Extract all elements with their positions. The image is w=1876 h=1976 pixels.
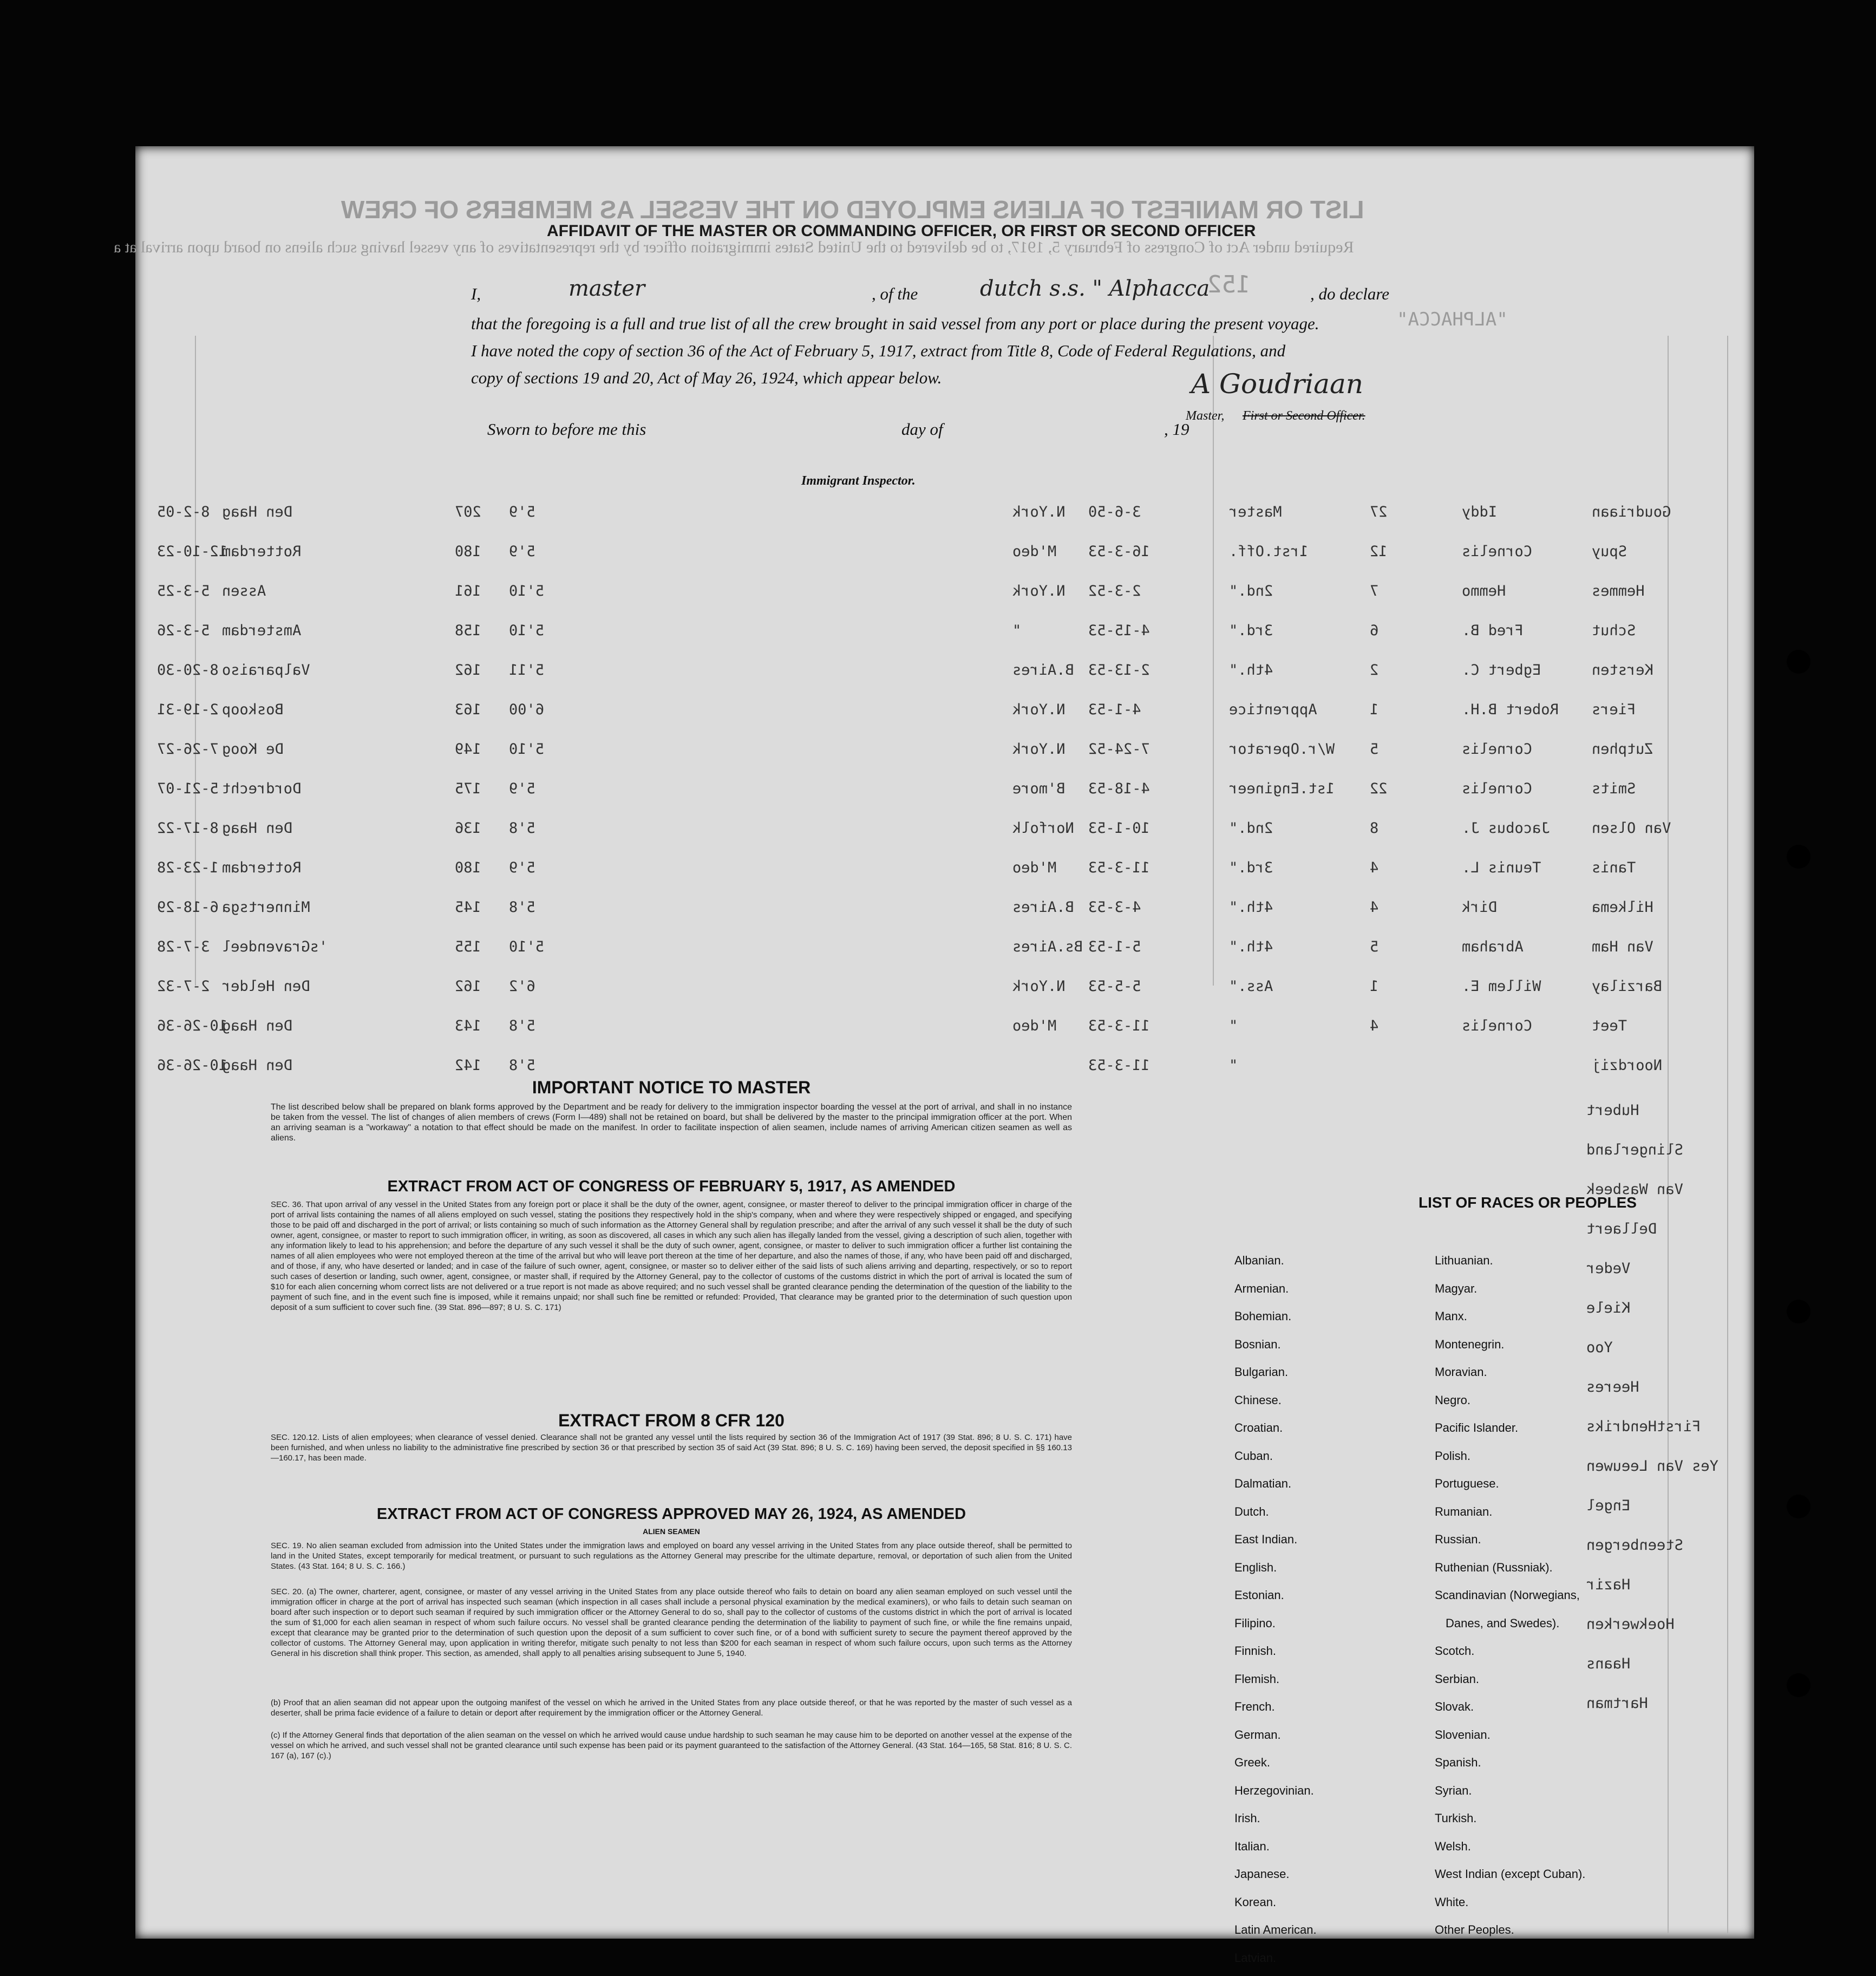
ghost-name: Hoekwerken bbox=[1586, 1616, 1675, 1633]
crew-cell-date: 5-1-53 bbox=[1088, 938, 1141, 955]
day-of-text: day of bbox=[901, 420, 943, 439]
master-signature: A Goudriaan bbox=[1191, 368, 1363, 400]
race-item: Italian. bbox=[1234, 1839, 1270, 1853]
crew-cell-birth: 8-20-30 bbox=[157, 662, 219, 679]
ghost-name: Kiele bbox=[1586, 1300, 1631, 1316]
crew-cell-place: Assen bbox=[222, 583, 266, 599]
crew-cell-rank: 4th." bbox=[1229, 899, 1273, 916]
crew-cell-rank: " bbox=[1229, 1018, 1238, 1034]
crew-cell-weight: 207 bbox=[455, 504, 481, 520]
handwritten-rank: master bbox=[568, 276, 645, 301]
race-item: Finnish. bbox=[1234, 1644, 1277, 1658]
crew-cell-height: 5'8 bbox=[509, 899, 535, 916]
crew-cell-height: 5'9 bbox=[509, 780, 535, 797]
column-line bbox=[1727, 336, 1728, 1933]
race-item: Moravian. bbox=[1435, 1365, 1487, 1379]
crew-cell-date: 3-6-50 bbox=[1088, 504, 1141, 520]
crew-cell-name: Zutphen bbox=[1592, 741, 1653, 758]
crew-cell-age: 5 bbox=[1370, 938, 1379, 955]
crew-cell-rank: " bbox=[1229, 1057, 1238, 1074]
crew-cell-given: Cornelis bbox=[1462, 741, 1533, 758]
race-item: Welsh. bbox=[1435, 1839, 1471, 1853]
crew-cell-birth: 5-3-26 bbox=[157, 622, 210, 639]
extract3-p4: (c) If the Attorney General finds that deportation of the alien seaman on the vessel on which he arrived would cause undue hardship to such seaman he may cause him to be deported on another vessel at the expense of the vessel on which he arrived, and such vessel shall not be granted clearance until such expense has been paid or its payment guaranteed to the satisfaction of the Attorney General. (43 Stat. 164—165, 58 Stat. 816; 8 U. S. C. 167 (a), 167 (c).) bbox=[271, 1731, 1072, 1760]
crew-cell-rank: 3rd." bbox=[1229, 622, 1273, 639]
race-item: Scandinavian (Norwegians, bbox=[1435, 1588, 1580, 1602]
crew-cell-place: Boskoop bbox=[222, 701, 284, 718]
crew-cell-age: 6 bbox=[1370, 622, 1379, 639]
race-item: Syrian. bbox=[1435, 1783, 1472, 1797]
race-item: Lithuanian. bbox=[1435, 1254, 1493, 1267]
crew-cell-weight: 162 bbox=[455, 978, 481, 995]
race-item: Croatian. bbox=[1234, 1421, 1283, 1434]
crew-cell-given: Cornelis bbox=[1462, 1018, 1533, 1034]
crew-cell-weight: 143 bbox=[455, 1018, 481, 1034]
race-item: Bulgarian. bbox=[1234, 1365, 1289, 1379]
crew-cell-port: N.York bbox=[1012, 978, 1066, 995]
crew-cell-age: 5 bbox=[1370, 741, 1379, 758]
crew-cell-given: Jacobus J. bbox=[1462, 820, 1550, 837]
crew-cell-given: Fred B. bbox=[1462, 622, 1524, 639]
crew-cell-name: Tanis bbox=[1592, 859, 1636, 876]
race-item: Serbian. bbox=[1435, 1672, 1479, 1686]
crew-cell-port: " bbox=[1012, 622, 1022, 639]
crew-cell-birth: 2-19-31 bbox=[157, 701, 219, 718]
affidavit-line4: copy of sections 19 and 20, Act of May 26, 1924, which appear below. bbox=[471, 368, 942, 387]
crew-cell-age: 4 bbox=[1370, 1018, 1379, 1034]
crew-cell-weight: 142 bbox=[455, 1057, 481, 1074]
crew-cell-weight: 136 bbox=[455, 820, 481, 837]
crew-cell-place: Den Haag bbox=[222, 1057, 293, 1074]
race-item: Portuguese. bbox=[1435, 1477, 1499, 1490]
crew-cell-port: M'deo bbox=[1012, 1018, 1057, 1034]
year-text: , 19 bbox=[1164, 420, 1189, 439]
race-item: Negro. bbox=[1435, 1393, 1471, 1407]
punch-hole bbox=[1787, 1495, 1810, 1518]
extract2-text: SEC. 120.12. Lists of alien employees; when clearance of vessel denied. Clearance shall not be granted any vessel until the lists required by section 36 of the Immigration Act of 1917 (39 Stat. 896; 8 U. S. C. 171) have been furnished, and when unless no liability to the administrative fine prescribed by section 36 or that prescribed by section 35 of said Act (39 Stat. 896; 8 U. S. C. 169) having been served, the deposit specified in §§ 160.13—160.17, has been made. bbox=[271, 1433, 1072, 1463]
race-item: Turkish. bbox=[1435, 1811, 1477, 1825]
crew-cell-date: 11-3-53 bbox=[1088, 1018, 1150, 1034]
crew-cell-height: 5'10 bbox=[509, 583, 545, 599]
crew-cell-height: 5'11 bbox=[509, 662, 545, 679]
race-item: Pacific Islander. bbox=[1435, 1421, 1519, 1434]
crew-cell-rank: 4th." bbox=[1229, 938, 1273, 955]
crew-cell-name: Teet bbox=[1592, 1018, 1627, 1034]
extract1-text: SEC. 36. That upon arrival of any vessel in the United States from any foreign port or place it shall be the duty of the owner, agent, consignee, or master thereof to deliver to the principal immigration officer in charge of the port of arrival lists containing the names of all aliens employed on such vessel, stating the positions they respectively hold in the ship's company, when and where they were respectively shipped or engaged, and specifying those to be paid off and discharged in the port of arrival; or lists containing so much of such information as the Attorney General shall by regulation prescribe; and after the arrival of any such vessel it shall be the duty of such owner, agent, consignee, or master to report to such immigration officer, in writing, as soon as discovered, all cases in which any such alien has illegally landed from the vessel, giving a description of such alien, together with any information likely to lead to his apprehension; and before the departure of any such vessel it shall be the duty of such owner, agent, consignee, or master to deliver to such immigration officer a further list containing the names of all alien employees who were not employed thereon at the time of the arrival but who will leave port thereon at the time of her departure, and also the names of those, if any, who have been paid off and discharged, and of those, if any, who have deserted or landed; and in case of the failure of such owner, agent, consignee, or master so to deliver either of the said lists of such aliens arriving and departing, respectively, or so to report such cases of desertion or landing, such owner, agent, consignee, or master shall, if required by the Attorney General, pay to the collector of customs of the customs district in which the port of arrival is located the sum of $10 for each alien concerning whom correct lists are not delivered or a true report is not made as above required; and no such vessel shall be granted clearance pending the determination of the question of the liability to the payment of such fine, and in the event such fine is imposed, while it remains unpaid; nor shall such fine be remitted or refunded: Provided, That clearance may be granted prior to the determination of such question upon deposit of a sum sufficient to cover such fine. (39 Stat. 896—897; 8 U. S. C. 171) bbox=[271, 1200, 1072, 1312]
crew-cell-birth: 8-17-22 bbox=[157, 820, 219, 837]
crew-cell-age: 2 bbox=[1370, 662, 1379, 679]
race-item: Other Peoples. bbox=[1435, 1923, 1514, 1936]
race-item: German. bbox=[1234, 1727, 1281, 1742]
race-item: Filipino. bbox=[1234, 1616, 1276, 1630]
crew-cell-age: 4 bbox=[1370, 859, 1379, 876]
crew-cell-weight: 180 bbox=[455, 859, 481, 876]
crew-cell-name: Smits bbox=[1592, 780, 1636, 797]
ghost-name: Heeres bbox=[1586, 1379, 1639, 1395]
crew-cell-rank: W/r.Operator bbox=[1229, 741, 1335, 758]
crew-cell-place: Valparaiso bbox=[222, 662, 310, 679]
crew-cell-age: 12 bbox=[1370, 543, 1388, 560]
race-item: Spanish. bbox=[1435, 1756, 1481, 1769]
crew-cell-given: Hemmo bbox=[1462, 583, 1506, 599]
race-item: Bohemian. bbox=[1234, 1309, 1292, 1323]
crew-cell-rank: 1st.Engineer bbox=[1229, 780, 1335, 797]
race-item: Latin American. bbox=[1234, 1923, 1317, 1936]
race-item: Flemish. bbox=[1234, 1672, 1280, 1686]
ghost-name: Haans bbox=[1586, 1655, 1631, 1672]
race-item: Herzegovinian. bbox=[1234, 1783, 1314, 1797]
crew-cell-birth: 3-7-28 bbox=[157, 938, 210, 955]
crew-cell-age: 1 bbox=[1370, 978, 1379, 995]
crew-cell-date: 4-18-53 bbox=[1088, 780, 1150, 797]
ghost-name: Hazir bbox=[1586, 1576, 1631, 1593]
crew-cell-rank: 4th." bbox=[1229, 662, 1273, 679]
race-item: Irish. bbox=[1234, 1811, 1260, 1825]
race-item: Montenegrin. bbox=[1435, 1337, 1505, 1351]
crew-cell-date: 16-3-53 bbox=[1088, 543, 1150, 560]
race-item: Danes, and Swedes). bbox=[1446, 1616, 1560, 1630]
signature-caption: Master, bbox=[1186, 409, 1225, 423]
crew-cell-weight: 145 bbox=[455, 899, 481, 916]
crew-cell-birth: 2-7-32 bbox=[157, 978, 210, 995]
crew-cell-weight: 163 bbox=[455, 701, 481, 718]
crew-cell-place: Den Haag bbox=[222, 504, 293, 520]
crew-cell-name: Schut bbox=[1592, 622, 1636, 639]
crew-cell-weight: 158 bbox=[455, 622, 481, 639]
race-item: Scotch. bbox=[1435, 1644, 1475, 1658]
race-item: Dalmatian. bbox=[1234, 1477, 1292, 1490]
punch-hole bbox=[1787, 845, 1810, 869]
crew-cell-height: 5'10 bbox=[509, 741, 545, 758]
crew-cell-weight: 149 bbox=[455, 741, 481, 758]
crew-cell-port: M'deo bbox=[1012, 859, 1057, 876]
crew-cell-given: Teunis L. bbox=[1462, 859, 1541, 876]
crew-cell-age: 8 bbox=[1370, 820, 1379, 837]
race-item: Magyar. bbox=[1435, 1281, 1478, 1295]
extract3-p3: (b) Proof that an alien seaman did not appear upon the outgoing manifest of the vessel on which he arrived in the United States from any place outside thereof, or that he was reported by the master of such vessel as a deserter, shall be prima facie evidence of a failure to detain or deport after requirement by the immigration officer or the Attorney General. bbox=[271, 1698, 1072, 1718]
extract2-title: EXTRACT FROM 8 CFR 120 bbox=[558, 1411, 785, 1430]
crew-cell-height: 5'9 bbox=[509, 859, 535, 876]
crew-cell-name: Goudriaan bbox=[1592, 504, 1671, 520]
crew-cell-port: N.York bbox=[1012, 583, 1066, 599]
crew-cell-date: 11-3-53 bbox=[1088, 859, 1150, 876]
crew-cell-given: Cornelis bbox=[1462, 780, 1533, 797]
crew-cell-given: Egbert C. bbox=[1462, 662, 1541, 679]
crew-cell-name: Barzilay bbox=[1592, 978, 1663, 995]
race-item: Armenian. bbox=[1234, 1281, 1289, 1295]
race-item: East Indian. bbox=[1234, 1532, 1298, 1546]
race-item: West Indian (except Cuban). bbox=[1435, 1867, 1586, 1881]
affidavit-line2: that the foregoing is a full and true list of all the crew brought in said vessel from any port or place during the present voyage. bbox=[471, 314, 1319, 333]
crew-cell-name: Kersten bbox=[1592, 662, 1653, 679]
crew-cell-given: Willem E. bbox=[1462, 978, 1541, 995]
crew-cell-port: B'more bbox=[1012, 780, 1066, 797]
crew-cell-weight: 175 bbox=[455, 780, 481, 797]
crew-cell-place: De Koog bbox=[222, 741, 284, 758]
crew-cell-given: Cornelis bbox=[1462, 543, 1533, 560]
ghost-sheet-no: 152 bbox=[1207, 271, 1251, 298]
race-item: Rumanian. bbox=[1435, 1504, 1493, 1518]
crew-cell-weight: 155 bbox=[455, 938, 481, 955]
race-item: Estonian. bbox=[1234, 1588, 1284, 1602]
extract3-p1: SEC. 19. No alien seaman excluded from admission into the United States under the immigration laws and employed on board any vessel arriving in the United States from any place outside thereof, shall be permitted to land in the United States, except temporarily for medical treatment, or pursuant to such regulations as the Attorney General may prescribe for the ultimate departure, removal, or deportation of such alien from the United States. (43 Stat. 164; 8 U. S. C. 166.) bbox=[271, 1541, 1072, 1571]
crew-cell-date: 4-15-53 bbox=[1088, 622, 1150, 639]
crew-cell-age: 7 bbox=[1370, 583, 1379, 599]
crew-cell-birth: 6-18-29 bbox=[157, 899, 219, 916]
crew-cell-place: Minnertsga bbox=[222, 899, 310, 916]
affidavit-heading: AFFIDAVIT OF THE MASTER OR COMMANDING OFFICER, OR FIRST OR SECOND OFFICER bbox=[547, 222, 1256, 240]
crew-cell-given: Iddy bbox=[1462, 504, 1498, 520]
crew-cell-rank: Master bbox=[1229, 504, 1282, 520]
ghost-title: LIST OR MANIFEST OF ALIENS EMPLOYED ON THE VESSEL AS MEMBERS OF CREW bbox=[341, 195, 1364, 224]
crew-cell-place: Den Haag bbox=[222, 1018, 293, 1034]
punch-hole bbox=[1787, 1673, 1810, 1697]
race-item: Manx. bbox=[1435, 1309, 1467, 1323]
extract3-subtitle: ALIEN SEAMEN bbox=[643, 1527, 700, 1536]
crew-cell-date: 11-3-53 bbox=[1088, 1057, 1150, 1074]
crew-cell-place: 'sGravendeel bbox=[222, 938, 328, 955]
extract1-title: EXTRACT FROM ACT OF CONGRESS OF FEBRUARY 5, 1917, AS AMENDED bbox=[387, 1178, 956, 1195]
ghost-name: Dellaert bbox=[1586, 1221, 1657, 1237]
race-item: Chinese. bbox=[1234, 1393, 1282, 1407]
crew-cell-height: 6'2 bbox=[509, 978, 535, 995]
notice-text: The list described below shall be prepared on blank forms approved by the Department and be ready for delivery to the immigration inspector boarding the vessel at the port of arrival, and shall in no instance be taken from the vessel. The list of changes of alien members of crews (Form I—489) shall not be retained on board, but shall be delivered by the master to the principal immigration officer at the port. When an arriving seaman is a "workaway" a notation to that effect should be made on the manifest. In order to facilitate inspection of alien seamen, include names of arriving American citizen seamen as well as aliens. bbox=[271, 1103, 1072, 1143]
crew-cell-rank: 1rst.Off. bbox=[1229, 543, 1309, 560]
crew-cell-date: 5-5-53 bbox=[1088, 978, 1141, 995]
crew-cell-birth: 10-26-36 bbox=[157, 1057, 228, 1074]
crew-cell-date: 2-3-52 bbox=[1088, 583, 1141, 599]
punch-hole bbox=[1787, 1300, 1810, 1323]
crew-cell-birth: 1-23-28 bbox=[157, 859, 219, 876]
ghost-name: Slingerland bbox=[1586, 1142, 1683, 1158]
crew-cell-birth: 10-26-36 bbox=[157, 1018, 228, 1034]
ghost-name: FirstHendriks bbox=[1586, 1418, 1701, 1435]
ghost-name: Engel bbox=[1586, 1497, 1631, 1514]
crew-cell-age: 1 bbox=[1370, 701, 1379, 718]
crew-cell-date: 2-13-53 bbox=[1088, 662, 1150, 679]
ghost-name: Van Wasbeek bbox=[1586, 1181, 1683, 1198]
crew-cell-rank: Ass." bbox=[1229, 978, 1273, 995]
race-item: Ruthenian (Russniak). bbox=[1435, 1560, 1553, 1574]
crew-cell-given: Dirk bbox=[1462, 899, 1498, 916]
crew-cell-birth: 7-26-27 bbox=[157, 741, 219, 758]
race-item: Cuban. bbox=[1234, 1449, 1273, 1463]
crew-cell-height: 5'8 bbox=[509, 1057, 535, 1074]
handwritten-vessel: dutch s.s. " Alphacca bbox=[980, 276, 1210, 301]
affidavit-line3: I have noted the copy of section 36 of the Act of February 5, 1917, extract from Title 8, Code of Federal Regulations, and bbox=[471, 341, 1286, 360]
column-line bbox=[1668, 336, 1669, 1933]
race-item: English. bbox=[1234, 1560, 1277, 1574]
race-item: Slovenian. bbox=[1435, 1727, 1491, 1742]
crew-cell-place: Amsterdam bbox=[222, 622, 302, 639]
race-item: Russian. bbox=[1435, 1532, 1481, 1546]
crew-cell-port: Norfolk bbox=[1012, 820, 1074, 837]
race-item: Bosnian. bbox=[1234, 1337, 1281, 1351]
punch-hole bbox=[1787, 650, 1810, 674]
crew-cell-port: B.Aires bbox=[1012, 662, 1074, 679]
crew-cell-birth: 5-21-07 bbox=[157, 780, 219, 797]
crew-cell-name: Hemmes bbox=[1592, 583, 1645, 599]
race-item: French. bbox=[1234, 1700, 1275, 1713]
crew-cell-port: N.York bbox=[1012, 741, 1066, 758]
crew-cell-birth: 8-2-05 bbox=[157, 504, 210, 520]
affidavit-of-the: , of the bbox=[872, 284, 918, 303]
crew-cell-place: Rotterdam bbox=[222, 859, 302, 876]
crew-cell-place: Den Helder bbox=[222, 978, 310, 995]
manifest-sheet bbox=[114, 146, 1754, 1965]
crew-cell-place: Dordrecht bbox=[222, 780, 302, 797]
immigrant-inspector: Immigrant Inspector. bbox=[801, 474, 916, 488]
sworn-text: Sworn to before me this bbox=[487, 420, 646, 439]
crew-cell-date: 7-24-52 bbox=[1088, 741, 1150, 758]
crew-cell-weight: 161 bbox=[455, 583, 481, 599]
crew-cell-height: 6'00 bbox=[509, 701, 545, 718]
column-line bbox=[195, 336, 196, 986]
races-title: LIST OF RACES OR PEOPLES bbox=[1419, 1194, 1637, 1211]
crew-cell-height: 5'8 bbox=[509, 820, 535, 837]
crew-cell-age: 4 bbox=[1370, 899, 1379, 916]
crew-cell-rank: 3rd." bbox=[1229, 859, 1273, 876]
race-item: White. bbox=[1435, 1895, 1469, 1909]
crew-cell-birth: 5-3-25 bbox=[157, 583, 210, 599]
race-item: Albanian. bbox=[1234, 1254, 1284, 1267]
crew-cell-name: Hilkema bbox=[1592, 899, 1653, 916]
ghost-name: Veder bbox=[1586, 1260, 1631, 1277]
ghost-name: Hubert bbox=[1586, 1102, 1639, 1119]
race-item: Latvian. bbox=[1234, 1951, 1277, 1965]
crew-cell-given: Robert B.H. bbox=[1462, 701, 1559, 718]
race-item: Japanese. bbox=[1234, 1867, 1290, 1881]
ghost-name: Hartman bbox=[1586, 1695, 1648, 1712]
crew-cell-port: N.York bbox=[1012, 701, 1066, 718]
crew-cell-age: 22 bbox=[1370, 780, 1388, 797]
ghost-subtitle: Required under Act of Congress of February 5, 1917, to be delivered to the United States immigration officer by the representatives of any vessel having such aliens on board upon arrival at a bbox=[114, 238, 1354, 256]
crew-cell-date: 10-1-53 bbox=[1088, 820, 1150, 837]
crew-cell-name: Fiers bbox=[1592, 701, 1636, 718]
affidavit-i: I, bbox=[471, 284, 481, 303]
crew-cell-name: Van Ham bbox=[1592, 938, 1653, 955]
race-item: Korean. bbox=[1234, 1895, 1277, 1909]
crew-cell-weight: 162 bbox=[455, 662, 481, 679]
crew-cell-age: 27 bbox=[1370, 504, 1388, 520]
crew-cell-name: Van Olsen bbox=[1592, 820, 1671, 837]
race-item: Polish. bbox=[1435, 1449, 1471, 1463]
crew-cell-date: 4-3-53 bbox=[1088, 899, 1141, 916]
crew-cell-port: M'deo bbox=[1012, 543, 1057, 560]
crew-cell-port: N.York bbox=[1012, 504, 1066, 520]
race-item: Greek. bbox=[1234, 1756, 1271, 1769]
race-item: Dutch. bbox=[1234, 1504, 1269, 1518]
crew-cell-rank: 2nd." bbox=[1229, 820, 1273, 837]
ghost-name: Yoo bbox=[1586, 1339, 1613, 1356]
ghost-name: Steenbergen bbox=[1586, 1537, 1683, 1554]
ghost-vessel: "ALPHACCA" bbox=[1397, 309, 1508, 330]
notice-title: IMPORTANT NOTICE TO MASTER bbox=[532, 1078, 811, 1097]
crew-cell-rank: Apprentice bbox=[1229, 701, 1317, 718]
crew-cell-birth: 12-10-23 bbox=[157, 543, 228, 560]
crew-cell-port: Bs.Aires bbox=[1012, 938, 1083, 955]
crew-cell-given: Abraham bbox=[1462, 938, 1524, 955]
crew-cell-height: 5'8 bbox=[509, 1018, 535, 1034]
crew-cell-date: 4-1-53 bbox=[1088, 701, 1141, 718]
crew-cell-height: 5'9 bbox=[509, 504, 535, 520]
affidavit-declare: , do declare bbox=[1310, 284, 1390, 303]
crew-cell-height: 5'10 bbox=[509, 622, 545, 639]
crew-cell-rank: 2nd." bbox=[1229, 583, 1273, 599]
crew-cell-weight: 180 bbox=[455, 543, 481, 560]
column-line bbox=[1213, 336, 1214, 986]
crew-cell-place: Rotterdam bbox=[222, 543, 302, 560]
crew-cell-name: Noordzij bbox=[1592, 1057, 1663, 1074]
ghost-name: Yes Van Leeuwen bbox=[1586, 1458, 1718, 1475]
crew-cell-place: Den Haag bbox=[222, 820, 293, 837]
crew-cell-height: 5'9 bbox=[509, 543, 535, 560]
extract3-p2: SEC. 20. (a) The owner, charterer, agent, consignee, or master of any vessel arriving in the United States from any place outside thereof who fails to detain on board any alien seaman employed on such vessel until the immigration officer in charge at the port of arrival has inspected such seaman (which inspection in all cases shall include a personal physical examination by the medical examiners), or who fails to detain such seaman on board after such inspection or to deport such seaman if required by such immigration officer or the Attorney General to do so, shall pay to the collector of customs of the customs district in which the port of arrival is located the sum of $1,000 for each alien seaman in respect of whom such failure occurs. No vessel shall be granted clearance pending the determination of the liability to payment of such fine, or while the fine remains unpaid, except that clearance may be granted prior to the determination of such question upon the deposit of a sum sufficient to cover such fine, or of a bond with sufficient surety to secure the payment thereof approved by the collector of customs. The Attorney General may, upon application in writing therefor, mitigate such penalty to not less than $200 for each seaman in respect of whom such failure occurs, upon such terms as the Attorney General in his discretion shall think proper. This section, as amended, shall apply to all penalties arising subsequent to June 5, 1940. bbox=[271, 1587, 1072, 1658]
signature-struck: First or Second Officer. bbox=[1243, 409, 1365, 423]
crew-cell-name: Spuy bbox=[1592, 543, 1627, 560]
crew-cell-port: B.Aires bbox=[1012, 899, 1074, 916]
crew-cell-height: 5'10 bbox=[509, 938, 545, 955]
extract3-title: EXTRACT FROM ACT OF CONGRESS APPROVED MAY 26, 1924, AS AMENDED bbox=[376, 1505, 966, 1523]
race-item: Slovak. bbox=[1435, 1700, 1474, 1713]
